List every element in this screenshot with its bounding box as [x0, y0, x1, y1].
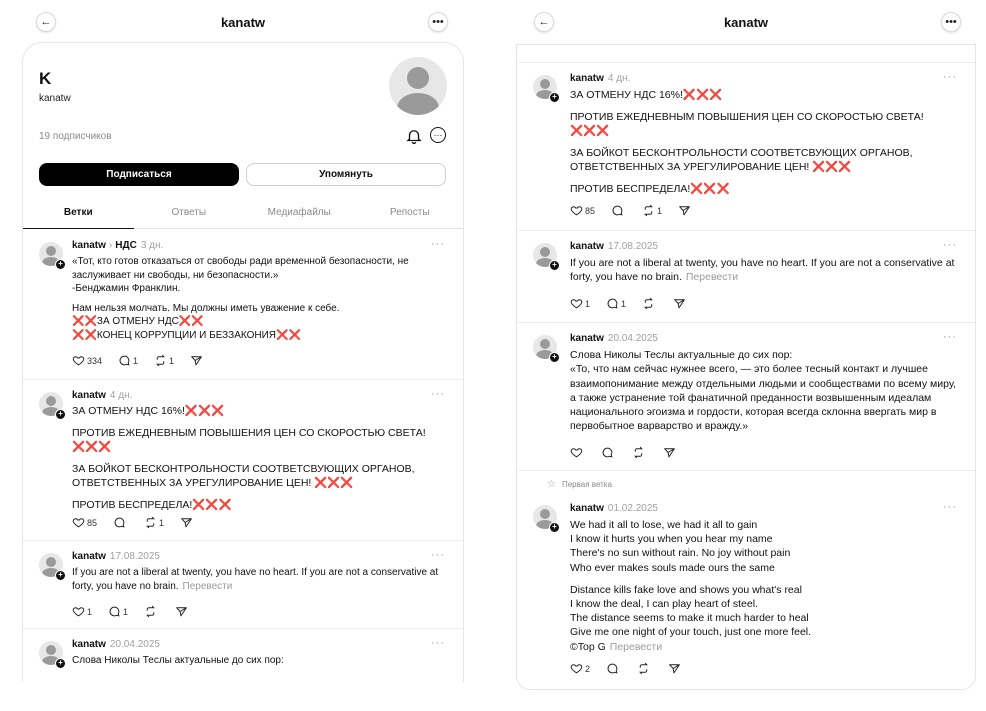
translate-link[interactable]: Перевести	[182, 580, 233, 592]
post-actions	[570, 662, 699, 675]
post-text: Нам нельзя молчать. Мы должны иметь уважение к себе. ❌❌ЗА ОТМЕНУ НДС❌❌ ❌❌КОНЕЦ КОРРУПЦИИ И БЕЗЗАКОНИЯ❌❌	[72, 302, 340, 341]
post-text: Distance kills fake love and shows you what's real I know the deal, I can play heart of steel. The distance seems to make it much harder to heal Give me one night of your touch, just one more feel.	[570, 583, 812, 639]
comment-icon	[113, 516, 126, 529]
post-date: 4 дн.	[109, 390, 133, 401]
like-button[interactable]	[570, 446, 585, 459]
comment-icon	[108, 605, 121, 618]
profile-card	[22, 42, 464, 682]
share-button[interactable]	[673, 297, 688, 310]
post-body	[570, 88, 957, 196]
post-text: If you are not a liberal at twenty, you have no heart. If you are not a conservative at forty, you have no brain. Перевести	[570, 257, 955, 283]
repost-button[interactable]: 1	[144, 516, 164, 529]
chevron-right-icon: ›	[108, 240, 113, 251]
comment-button[interactable]	[113, 516, 128, 529]
like-button[interactable]: 85	[570, 204, 595, 217]
post-text: ПРОТИВ БЕСПРЕДЕЛА!❌❌❌	[570, 183, 730, 195]
post-card[interactable]	[517, 231, 975, 323]
post-actions	[72, 516, 211, 529]
comment-icon	[118, 354, 131, 367]
heart-icon	[570, 204, 583, 217]
send-icon	[663, 446, 676, 459]
post-body	[570, 256, 957, 284]
post-text: «То, что нам сейчас нужнее всего, — это более тесный контакт и лучшее взаимопонимание между отдельными людьми и сообществами по всему миру, а также устранение той фанатичной преданности возвышенным идеалам национального эгоизма и гордости, которая всегда склонна ввергать мир в первобытное варварство и вражду.»	[570, 363, 956, 433]
heart-icon	[72, 354, 85, 367]
comment-button[interactable]	[601, 446, 616, 459]
more-button[interactable]	[941, 12, 961, 32]
page-title: kanatw	[220, 15, 266, 30]
tab-threads[interactable]: Ветки	[23, 203, 134, 228]
star-icon: ☆	[547, 479, 556, 490]
post-text: «Тот, кто готов отказаться от свободы ради временной безопасности, не заслуживает ни свободы, ни безопасности.» -Бенджамин Франклин.	[72, 256, 409, 294]
comment-button[interactable]: 1	[118, 354, 138, 367]
repost-button[interactable]	[632, 446, 647, 459]
heart-icon	[72, 605, 85, 618]
share-button[interactable]	[668, 662, 683, 675]
post-date: 17.08.2025	[607, 241, 658, 252]
post-text: We had it all to lose, we had it all to gain I know it hurts you when you hear my name There's no sun without rain. No joy without pain Who ever makes souls made ours the same	[570, 519, 791, 574]
profile-username: kanatw	[39, 93, 71, 104]
post-header	[570, 503, 658, 514]
more-horizontal-icon: •••	[432, 16, 444, 28]
post-date: 01.02.2025	[607, 503, 658, 514]
comment-icon	[606, 662, 619, 675]
share-button[interactable]	[678, 204, 693, 217]
post-header	[72, 639, 160, 650]
post-header	[570, 241, 658, 252]
post-text: ПРОТИВ БЕСПРЕДЕЛА!❌❌❌	[72, 499, 232, 511]
profile-avatar[interactable]	[389, 57, 447, 115]
repost-button[interactable]: 1	[642, 204, 662, 217]
heart-icon	[570, 662, 583, 675]
repost-icon	[642, 297, 655, 310]
repost-button[interactable]: 1	[154, 354, 174, 367]
follow-plus-icon[interactable]: +	[549, 522, 560, 533]
arrow-left-icon: ←	[40, 16, 52, 28]
post-more-icon[interactable]: ···	[431, 637, 445, 649]
like-button[interactable]: 85	[72, 516, 97, 529]
post-header	[72, 390, 132, 401]
comment-button[interactable]	[611, 204, 626, 217]
post-actions	[570, 446, 694, 459]
post-actions	[570, 297, 704, 310]
post-date: 3 дн.	[140, 240, 164, 251]
more-horizontal-icon: •••	[945, 16, 957, 28]
followers-count[interactable]: 19 подписчиков	[39, 131, 112, 142]
post-header	[72, 240, 163, 251]
tab-reposts[interactable]: Репосты	[389, 207, 430, 218]
top-bar	[10, 0, 476, 44]
follow-plus-icon[interactable]: +	[55, 570, 66, 581]
post-body	[72, 404, 445, 512]
repost-button[interactable]	[642, 297, 657, 310]
post-username[interactable]: kanatw	[72, 240, 106, 251]
send-icon	[678, 204, 691, 217]
first-thread-label: ☆ Первая ветка	[547, 479, 612, 490]
post-header	[570, 73, 630, 84]
post-card[interactable]	[23, 541, 463, 629]
like-button[interactable]: 1	[570, 297, 590, 310]
follow-plus-icon[interactable]: +	[549, 260, 560, 271]
comment-icon	[606, 297, 619, 310]
post-card[interactable]	[23, 230, 463, 380]
like-button[interactable]: 334	[72, 354, 102, 367]
post-body	[570, 348, 957, 434]
follow-button[interactable]: Подписаться	[39, 163, 239, 186]
comment-button[interactable]: 1	[606, 297, 626, 310]
repost-icon	[144, 605, 157, 618]
post-username[interactable]: kanatw	[72, 551, 106, 562]
post-text: ПРОТИВ ЕЖЕДНЕВНЫМ ПОВЫШЕНИЯ ЦЕН СО СКОРОСТЬЮ СВЕТА! ❌❌❌	[570, 111, 924, 137]
post-card[interactable]	[517, 471, 975, 690]
post-body	[570, 518, 957, 654]
post-username[interactable]: kanatw	[570, 73, 604, 84]
post-more-icon[interactable]: ···	[943, 71, 957, 83]
send-icon	[190, 354, 203, 367]
post-body	[72, 566, 445, 593]
post-text: ЗА БОЙКОТ БЕСКОНТРОЛЬНОСТИ СООТВЕТСВУЮЩИХ ОРГАНОВ, ОТВЕТСТВЕННЫХ ЗА УРЕГУЛИРОВАНИЕ ЦЕН! ❌❌❌	[570, 147, 913, 173]
post-text: Слова Николы Теслы актуальные до сих пор:	[72, 655, 284, 666]
post-actions	[72, 354, 221, 367]
post-actions	[570, 204, 709, 217]
profile-name: K	[39, 69, 52, 88]
post-card[interactable]	[517, 63, 975, 231]
send-icon	[668, 662, 681, 675]
like-button[interactable]: 1	[72, 605, 92, 618]
translate-link[interactable]: Перевести	[609, 640, 663, 653]
post-username[interactable]: kanatw	[72, 390, 106, 401]
post-body	[72, 255, 445, 342]
post-more-icon[interactable]: ···	[431, 388, 445, 400]
feed-card	[516, 44, 976, 690]
profile-tabs	[23, 203, 464, 229]
post-more-icon[interactable]: ···	[431, 549, 445, 561]
post-more-icon[interactable]: ···	[943, 239, 957, 251]
more-button[interactable]	[428, 12, 448, 32]
partial-post-actions	[517, 45, 975, 63]
like-button[interactable]: 2	[570, 662, 590, 675]
comment-button[interactable]	[606, 662, 621, 675]
post-text: Слова Николы Теслы актуальные до сих пор:	[570, 349, 793, 361]
comment-icon	[601, 446, 614, 459]
repost-button[interactable]	[637, 662, 652, 675]
post-text: ЗА ОТМЕНУ НДС 16%!❌❌❌	[72, 405, 225, 417]
post-header	[72, 551, 160, 562]
post-more-icon[interactable]: ···	[431, 238, 445, 250]
repost-icon	[154, 354, 167, 367]
send-icon	[673, 297, 686, 310]
follow-plus-icon[interactable]: +	[549, 92, 560, 103]
post-username[interactable]: kanatw	[570, 503, 604, 514]
follow-plus-icon[interactable]: +	[55, 658, 66, 669]
post-text: ©Top G Перевести	[570, 640, 663, 653]
post-text: ЗА БОЙКОТ БЕСКОНТРОЛЬНОСТИ СООТВЕТСВУЮЩИХ ОРГАНОВ, ОТВЕТСТВЕННЫХ ЗА УРЕГУЛИРОВАНИЕ ЦЕН! ❌❌❌	[72, 463, 415, 489]
arrow-left-icon: ←	[538, 16, 550, 28]
post-header	[570, 333, 658, 344]
comment-button[interactable]: 1	[108, 605, 128, 618]
send-icon	[180, 516, 193, 529]
post-text: If you are not a liberal at twenty, you have no heart. If you are not a conservative at forty, you have no brain. Перевести	[72, 567, 439, 592]
page-title: kanatw	[723, 15, 769, 30]
post-username[interactable]: kanatw	[72, 639, 106, 650]
share-button[interactable]	[175, 605, 190, 618]
tab-media[interactable]: Медиафайлы	[267, 207, 331, 218]
translate-link[interactable]: Перевести	[685, 271, 739, 283]
heart-icon	[570, 446, 583, 459]
right-panel	[506, 0, 986, 711]
post-card[interactable]	[23, 380, 463, 541]
follow-plus-icon[interactable]: +	[55, 409, 66, 420]
post-card[interactable]	[517, 323, 975, 471]
repost-icon	[642, 204, 655, 217]
post-username[interactable]: kanatw	[570, 333, 604, 344]
heart-icon	[72, 516, 85, 529]
profile-more-icon[interactable]: ···	[430, 127, 446, 143]
bell-icon[interactable]	[405, 127, 423, 145]
share-button[interactable]	[663, 446, 678, 459]
follow-plus-icon[interactable]: +	[549, 352, 560, 363]
mention-button[interactable]: Упомянуть	[246, 163, 446, 186]
post-date: 4 дн.	[607, 73, 631, 84]
post-topic[interactable]: НДС	[115, 240, 137, 251]
follow-plus-icon[interactable]: +	[55, 259, 66, 270]
post-card[interactable]	[23, 629, 463, 682]
tab-replies[interactable]: Ответы	[171, 207, 207, 218]
send-icon	[175, 605, 188, 618]
post-username[interactable]: kanatw	[570, 241, 604, 252]
post-text: ЗА ОТМЕНУ НДС 16%!❌❌❌	[570, 89, 723, 101]
post-text: ПРОТИВ ЕЖЕДНЕВНЫМ ПОВЫШЕНИЯ ЦЕН СО СКОРОСТЬЮ СВЕТА! ❌❌❌	[72, 427, 426, 453]
post-date: 17.08.2025	[109, 551, 160, 562]
post-more-icon[interactable]: ···	[943, 331, 957, 343]
post-body	[72, 654, 445, 668]
repost-icon	[144, 516, 157, 529]
post-more-icon[interactable]: ···	[943, 501, 957, 513]
post-date: 20.04.2025	[607, 333, 658, 344]
comment-icon	[611, 204, 624, 217]
repost-button[interactable]	[144, 605, 159, 618]
post-date: 20.04.2025	[109, 639, 160, 650]
repost-icon	[637, 662, 650, 675]
share-button[interactable]	[190, 354, 205, 367]
left-panel	[10, 0, 476, 711]
share-button[interactable]	[180, 516, 195, 529]
repost-icon	[632, 446, 645, 459]
post-actions	[72, 605, 206, 618]
heart-icon	[570, 297, 583, 310]
top-bar	[506, 0, 986, 44]
